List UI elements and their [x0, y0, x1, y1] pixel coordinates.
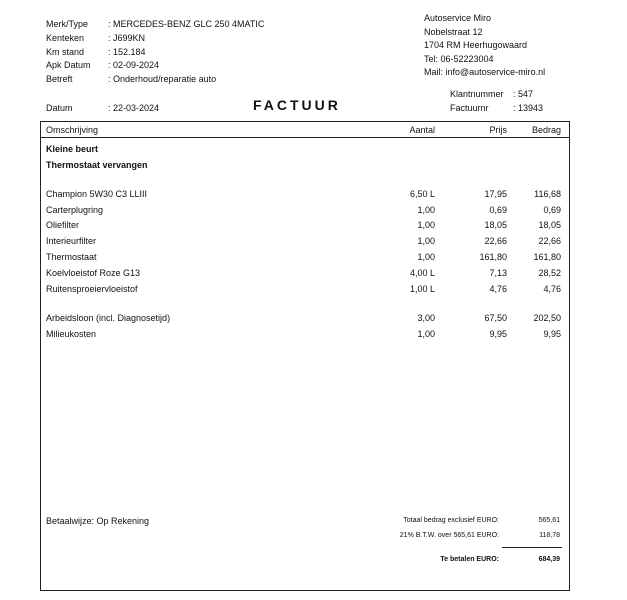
row-amount: 18,05 [538, 220, 561, 230]
company-name: Autoservice Miro [424, 13, 492, 23]
make-value: : MERCEDES-BENZ GLC 250 4MATIC [108, 19, 265, 29]
subject-value: : Onderhoud/reparatie auto [108, 74, 217, 84]
header-amount: Bedrag [531, 125, 561, 135]
row-amount: 116,68 [534, 189, 561, 199]
customer-number: : 547 [513, 89, 534, 99]
plate-label: Kenteken [46, 33, 85, 43]
invoice-number-label: Factuurnr [450, 103, 489, 113]
total-due-label: Te betalen EURO: [440, 556, 499, 563]
row-description: Milieukosten [46, 329, 97, 339]
row-quantity: 1,00 [417, 205, 435, 215]
row-price: 0,69 [489, 205, 507, 215]
row-price: 17,95 [484, 189, 507, 199]
row-description: Carterplugring [46, 205, 104, 215]
row-quantity: 3,00 [417, 313, 435, 323]
km-value: : 152.184 [108, 47, 146, 57]
table-header-divider [40, 137, 570, 138]
row-amount: 22,66 [538, 236, 561, 246]
row-price: 7,13 [489, 268, 507, 278]
invoice-number: : 13943 [513, 103, 544, 113]
section-title: Kleine beurt [46, 144, 99, 154]
row-price: 4,76 [489, 284, 507, 294]
date-label: Datum [46, 103, 73, 113]
row-description: Thermostaat [46, 252, 97, 262]
row-quantity: 1,00 [417, 236, 435, 246]
customer-number-label: Klantnummer [450, 89, 504, 99]
date-value: : 22-03-2024 [108, 103, 160, 113]
row-price: 67,50 [484, 313, 507, 323]
row-description: Oliefilter [46, 220, 80, 230]
row-price: 9,95 [489, 329, 507, 339]
row-description: Ruitensproeiervloeistof [46, 284, 138, 294]
row-amount: 0,69 [543, 205, 561, 215]
company-email: Mail: info@autoservice-miro.nl [424, 67, 546, 77]
apk-label: Apk Datum [46, 60, 91, 70]
row-price: 161,80 [479, 252, 507, 262]
header-quantity: Aantal [409, 125, 435, 135]
vat-label: 21% B.T.W. over 565,61 EURO: [399, 532, 499, 539]
total-excl-value: 565,61 [538, 517, 560, 524]
row-quantity: 4,00 L [409, 268, 435, 278]
totals-divider [502, 547, 562, 548]
invoice-title: FACTUUR [253, 97, 341, 113]
row-quantity: 1,00 [417, 252, 435, 262]
row-amount: 4,76 [543, 284, 561, 294]
total-excl-label: Totaal bedrag exclusief EURO: [403, 517, 499, 524]
row-quantity: 1,00 [417, 329, 435, 339]
row-description: Arbeidsloon (incl. Diagnosetijd) [46, 313, 171, 323]
section-title: Thermostaat vervangen [46, 160, 148, 170]
plate-value: : J699KN [108, 33, 146, 43]
subject-label: Betreft [46, 74, 73, 84]
apk-value: : 02-09-2024 [108, 60, 160, 70]
row-price: 22,66 [484, 236, 507, 246]
row-amount: 161,80 [533, 252, 561, 262]
row-description: Interieurfilter [46, 236, 97, 246]
vat-value: 118,78 [539, 532, 560, 539]
row-amount: 9,95 [543, 329, 561, 339]
header-price: Prijs [489, 125, 507, 135]
row-price: 18,05 [484, 220, 507, 230]
total-due-value: 684,39 [538, 556, 560, 563]
row-description: Champion 5W30 C3 LLIII [46, 189, 148, 199]
row-quantity: 1,00 L [409, 284, 435, 294]
company-street: Nobelstraat 12 [424, 27, 483, 37]
km-label: Km stand [46, 47, 85, 57]
make-label: Merk/Type [46, 19, 89, 29]
row-quantity: 1,00 [417, 220, 435, 230]
row-quantity: 6,50 L [409, 189, 435, 199]
row-description: Koelvloeistof Roze G13 [46, 268, 141, 278]
company-phone: Tel: 06-52223004 [424, 54, 494, 64]
header-description: Omschrijving [46, 125, 99, 135]
payment-method: Betaalwijze: Op Rekening [46, 516, 150, 526]
company-city: 1704 RM Heerhugowaard [424, 40, 528, 50]
row-amount: 28,52 [538, 268, 561, 278]
row-amount: 202,50 [533, 313, 561, 323]
